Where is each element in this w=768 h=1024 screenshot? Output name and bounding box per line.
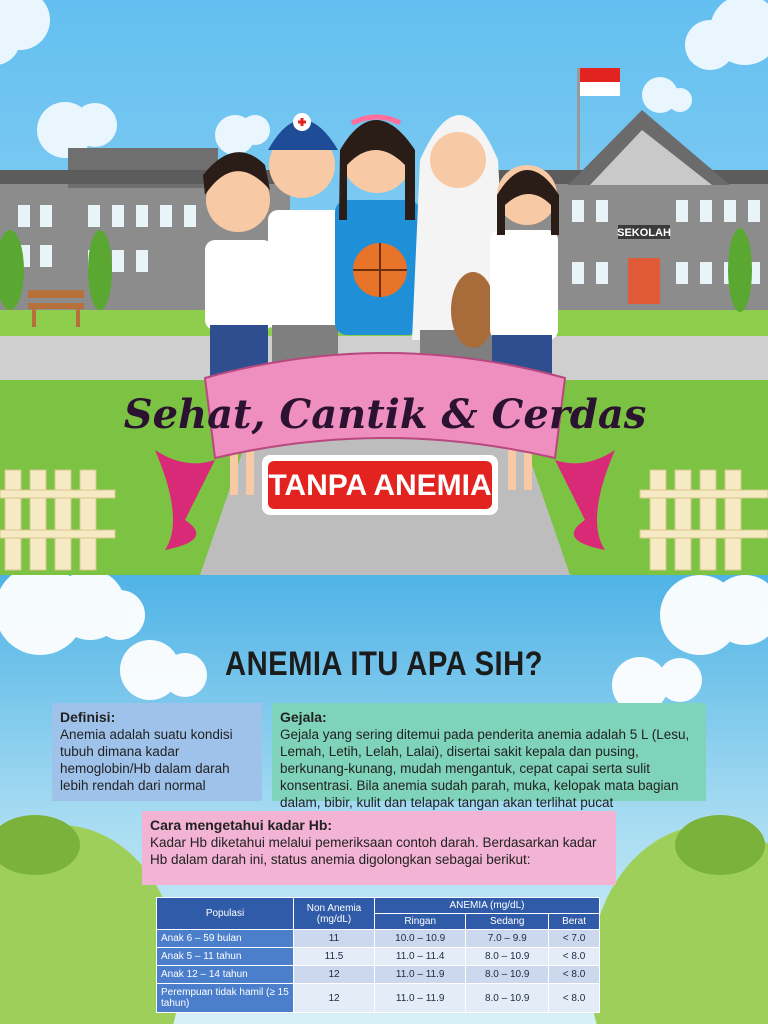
info-slide: [0, 575, 768, 1024]
cell-ringan: 11.0 – 11.9: [375, 984, 466, 1013]
hb-method-text: Kadar Hb diketahui melalui pemeriksaan contoh darah. Berdasarkan kadar Hb dalam darah ini, status anemia digolongkan sebagai berikut:: [150, 835, 597, 867]
col-ringan: Ringan: [375, 914, 466, 930]
anemia-table: [156, 897, 600, 1013]
cloud-icon: [0, 575, 768, 713]
cell-ringan: 10.0 – 10.9: [375, 930, 466, 948]
info-title: ANEMIA ITU APA SIH?: [225, 645, 543, 683]
cell-sedang: 8.0 – 10.9: [466, 948, 549, 966]
table-row: [157, 948, 600, 966]
col-non-anemia: Non Anemia (mg/dL): [294, 898, 375, 930]
col-anemia: ANEMIA (mg/dL): [375, 898, 600, 914]
table-row: [157, 984, 600, 1013]
definition-heading: Definisi:: [60, 709, 116, 725]
definition-box: [52, 703, 262, 801]
anemia-badge: [262, 455, 498, 515]
cell-non-anemia: 12: [294, 984, 375, 1013]
symptoms-text: Gejala yang sering ditemui pada penderita anemia adalah 5 L (Lesu, Lemah, Letih, Lelah, Lalai), disertai sakit kepala dan pusing, berkunang-kunang, mudah mengantuk, cepat capai serta sulit konsentrasi. Bila anemia sudah parah, muka, kelopak mata bagian dalam, bibir, kulit dan telapak tangan akan terlihat pucat: [280, 727, 690, 810]
symptoms-heading: Gejala:: [280, 709, 327, 725]
cell-non-anemia: 11: [294, 930, 375, 948]
cell-berat: < 7.0: [549, 930, 600, 948]
col-berat: Berat: [549, 914, 600, 930]
cell-sedang: 8.0 – 10.9: [466, 966, 549, 984]
hb-method-heading: Cara mengetahui kadar Hb:: [150, 817, 333, 833]
cell-sedang: 8.0 – 10.9: [466, 984, 549, 1013]
definition-text: Anemia adalah suatu kondisi tubuh dimana kadar hemoglobin/Hb dalam darah lebih rendah dari normal: [60, 727, 233, 793]
cell-populasi: Perempuan tidak hamil (≥ 15 tahun): [157, 984, 294, 1013]
symptoms-box: [272, 703, 706, 810]
col-sedang: Sedang: [466, 914, 549, 930]
cell-berat: < 8.0: [549, 984, 600, 1013]
cell-berat: < 8.0: [549, 966, 600, 984]
cell-sedang: 7.0 – 9.9: [466, 930, 549, 948]
cell-ringan: 11.0 – 11.9: [375, 966, 466, 984]
banner-title: Sehat, Cantik & Cerdas: [123, 391, 647, 438]
col-populasi: Populasi: [157, 898, 294, 930]
cell-non-anemia: 11.5: [294, 948, 375, 966]
cell-populasi: Anak 6 – 59 bulan: [157, 930, 294, 948]
cell-ringan: 11.0 – 11.4: [375, 948, 466, 966]
cell-populasi: Anak 5 – 11 tahun: [157, 948, 294, 966]
cell-populasi: Anak 12 – 14 tahun: [157, 966, 294, 984]
badge-label: TANPA ANEMIA: [268, 469, 492, 502]
hb-method-box: [142, 811, 616, 885]
school-sign: SEKOLAH: [617, 227, 671, 239]
table-row: [157, 966, 600, 984]
cell-non-anemia: 12: [294, 966, 375, 984]
cell-berat: < 8.0: [549, 948, 600, 966]
table-row: [157, 930, 600, 948]
violin-icon: [451, 272, 495, 348]
